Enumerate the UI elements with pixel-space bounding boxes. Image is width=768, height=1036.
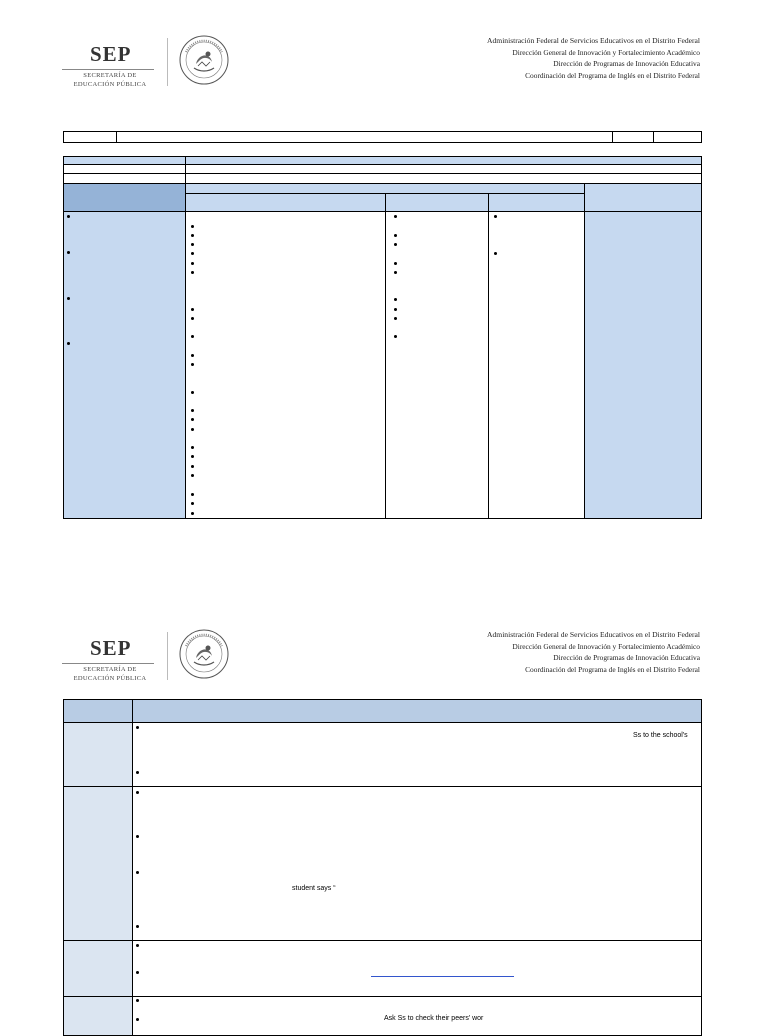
bullet — [191, 418, 194, 421]
bullet — [191, 317, 194, 320]
bullet — [191, 465, 194, 468]
info-cell-label — [63, 131, 117, 143]
logo-divider — [167, 38, 168, 86]
logo-subtitle-1: SECRETARÍA DE — [83, 72, 137, 79]
bullet — [191, 234, 194, 237]
org-line-2: Dirección General de Innovación y Fortalecimiento Académico — [512, 641, 700, 651]
org-line-3: Dirección de Programas de Innovación Educativa — [553, 653, 700, 662]
bullet — [191, 502, 194, 505]
bullet — [494, 252, 497, 255]
bullet — [191, 335, 194, 338]
proc-content-3 — [132, 940, 702, 997]
proc-header-left — [63, 699, 133, 723]
logo-rule — [62, 663, 154, 664]
proc-content-2 — [132, 786, 702, 941]
bullet — [394, 317, 397, 320]
proc-content-1 — [132, 722, 702, 787]
bullet — [67, 251, 70, 254]
bullet — [191, 493, 194, 496]
mexico-national-seal-icon — [178, 628, 230, 680]
org-line-4: Coordinación del Programa de Inglés en el Distrito Federal — [525, 664, 700, 674]
proc-stage-1 — [63, 722, 133, 787]
logo-rule — [62, 69, 154, 70]
col-header-1 — [185, 193, 386, 212]
bullet — [191, 391, 194, 394]
bullet — [191, 252, 194, 255]
bullet — [136, 971, 139, 974]
sep-logo — [62, 34, 242, 94]
logo-divider — [167, 632, 168, 680]
org-lines — [400, 629, 700, 675]
mexico-national-seal-icon — [178, 34, 230, 86]
bullet — [191, 262, 194, 265]
text-fragment-schools: Ss to the school's — [633, 732, 688, 739]
bullet — [136, 871, 139, 874]
bullet — [494, 215, 497, 218]
bullet — [191, 271, 194, 274]
proc-header-right — [132, 699, 702, 723]
bullet — [191, 243, 194, 246]
info-cell-value — [116, 131, 613, 143]
bullet — [191, 363, 194, 366]
bullet — [67, 297, 70, 300]
org-line-2: Dirección General de Innovación y Fortalecimiento Académico — [512, 47, 700, 57]
body-col-3 — [488, 211, 585, 519]
info-cell-value-2 — [653, 131, 702, 143]
logo-subtitle-2: EDUCACIÓN PÚBLICA — [73, 675, 147, 682]
bullet — [191, 354, 194, 357]
col-header-3 — [488, 193, 585, 212]
bullet — [394, 298, 397, 301]
body-col-right — [584, 211, 702, 519]
org-line-4: Coordinación del Programa de Inglés en el Distrito Federal — [525, 70, 700, 80]
col-header-left — [63, 183, 186, 212]
bullet — [136, 791, 139, 794]
bullet — [136, 944, 139, 947]
bullet — [67, 215, 70, 218]
bullet — [191, 455, 194, 458]
bullet — [394, 262, 397, 265]
logo-subtitle-2: EDUCACIÓN PÚBLICA — [73, 81, 147, 88]
body-col-2 — [385, 211, 489, 519]
info-cell-label-2 — [612, 131, 654, 143]
bullet — [394, 243, 397, 246]
col-header-2 — [385, 193, 489, 212]
bullet — [394, 234, 397, 237]
bullet — [136, 835, 139, 838]
org-line-3: Dirección de Programas de Innovación Educativa — [553, 59, 700, 68]
bullet — [191, 225, 194, 228]
body-col-1 — [185, 211, 386, 519]
bullet — [191, 409, 194, 412]
bullet — [136, 1018, 139, 1021]
bullet — [394, 308, 397, 311]
bullet — [191, 474, 194, 477]
bullet — [136, 999, 139, 1002]
bullet — [191, 308, 194, 311]
text-fragment-peers: Ask Ss to check their peers' wor — [384, 1015, 484, 1022]
hyperlink-underline[interactable] — [371, 976, 514, 977]
text-fragment-student-says: student says “ — [292, 885, 336, 892]
sep-logo-text: SEP — [90, 42, 132, 66]
org-lines — [400, 35, 700, 81]
col-header-right — [584, 183, 702, 212]
body-col-left — [63, 211, 186, 519]
bullet — [191, 512, 194, 515]
bullet — [191, 446, 194, 449]
proc-stage-3 — [63, 940, 133, 997]
bullet — [136, 771, 139, 774]
bullet — [136, 925, 139, 928]
sep-logo-text: SEP — [90, 636, 132, 660]
bullet — [191, 428, 194, 431]
org-line-1: Administración Federal de Servicios Educativos en el Distrito Federal — [487, 36, 700, 45]
bullet — [394, 335, 397, 338]
org-line-1: Administración Federal de Servicios Educativos en el Distrito Federal — [487, 630, 700, 639]
logo-subtitle-1: SECRETARÍA DE — [83, 666, 137, 673]
bullet — [394, 215, 397, 218]
sep-logo — [62, 628, 242, 688]
bullet — [394, 271, 397, 274]
bullet — [136, 726, 139, 729]
bullet — [67, 342, 70, 345]
proc-stage-2 — [63, 786, 133, 941]
proc-stage-4 — [63, 996, 133, 1036]
